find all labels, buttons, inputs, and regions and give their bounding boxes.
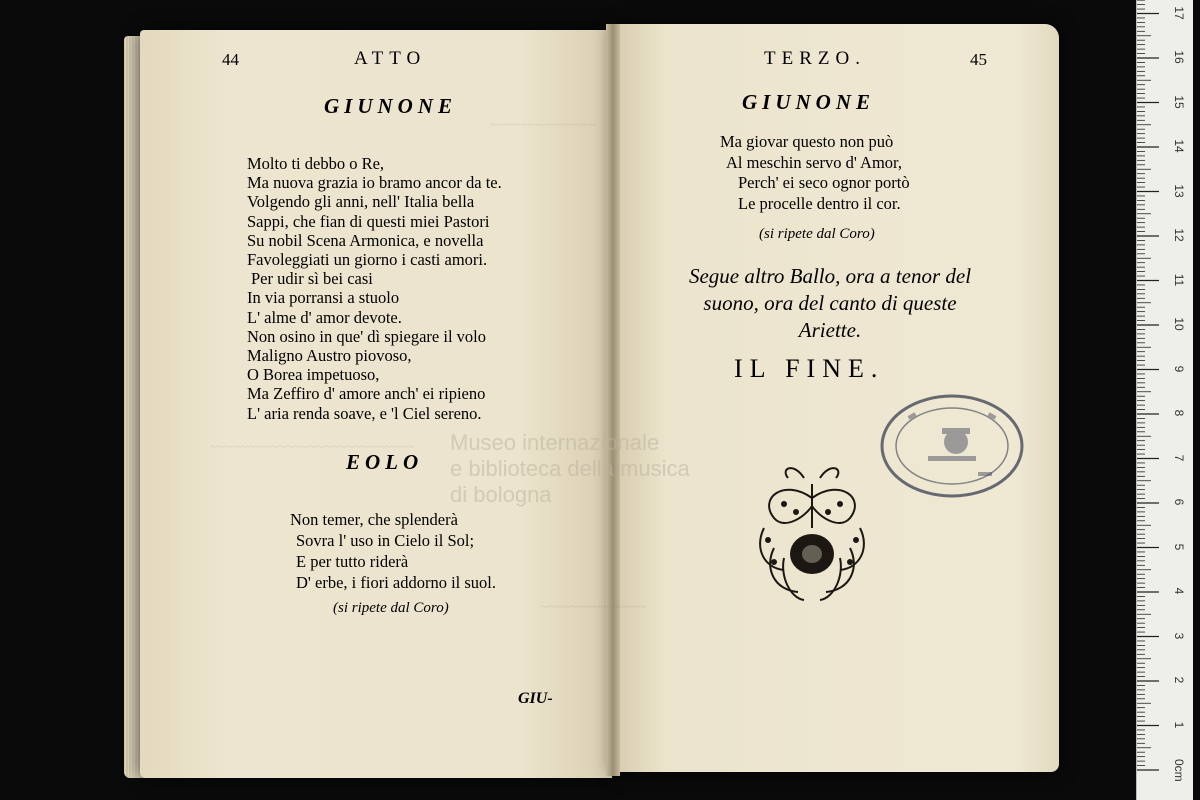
ruler-number: 3 bbox=[1172, 632, 1186, 639]
verse-line: Molto ti debbo o Re, bbox=[247, 154, 385, 173]
ruler-unit-label: 0cm bbox=[1172, 759, 1186, 782]
ruler-number: 15 bbox=[1172, 94, 1186, 109]
measuring-ruler bbox=[1136, 0, 1193, 800]
direction-line: Ariette. bbox=[798, 318, 862, 342]
ruler-number: 17 bbox=[1172, 5, 1186, 20]
ruler-number: 9 bbox=[1172, 365, 1186, 372]
watermark: Museo internazionale e biblioteca della musica di bologna bbox=[450, 430, 690, 507]
library-stamp bbox=[878, 390, 1026, 502]
stage-direction bbox=[660, 263, 1000, 344]
verse-line: Non osino in que' dì spiegare il volo bbox=[247, 326, 486, 346]
chorus-note: (si ripete dal Coro) bbox=[333, 600, 449, 616]
verse-line: In via porransi a stuolo bbox=[247, 288, 400, 308]
verse-line: Per udir sì bei casi bbox=[251, 269, 373, 289]
ruler-number: 2 bbox=[1172, 676, 1186, 684]
direction-line: suono, ora del canto di queste bbox=[703, 291, 957, 315]
speaker-name-eolo: EOLO bbox=[346, 450, 424, 474]
woodcut-ornament bbox=[744, 458, 880, 604]
verse-line: Volgendo gli anni, nell' Italia bella bbox=[247, 192, 475, 212]
ruler-number: 14 bbox=[1172, 139, 1186, 153]
right-running-head: TERZO. bbox=[764, 48, 866, 69]
verse-line: Al meschin servo d' Amor, bbox=[726, 152, 902, 172]
ruler-number: 8 bbox=[1172, 409, 1186, 417]
chorus-note: (si ripete dal Coro) bbox=[759, 226, 875, 242]
verse-line: L' alme d' amor devote. bbox=[247, 307, 402, 327]
direction-line: Segue altro Ballo, ora a tenor del bbox=[688, 264, 972, 288]
ruler-number: 4 bbox=[1172, 587, 1186, 595]
left-page-number: 44 bbox=[222, 50, 239, 69]
ruler-number: 13 bbox=[1172, 183, 1186, 198]
ruler-number: 5 bbox=[1172, 543, 1186, 550]
speaker-name-giunone: GIUNONE bbox=[324, 94, 458, 118]
ruler-number: 11 bbox=[1172, 273, 1186, 286]
verse-line: L' aria renda soave, e 'l Ciel sereno. bbox=[247, 403, 482, 423]
verse-line: Maligno Austro piovoso, bbox=[247, 346, 412, 366]
verse-line: Ma Zeffiro d' amore anch' ei ripieno bbox=[247, 384, 486, 404]
verse-line: E per tutto riderà bbox=[296, 552, 409, 571]
verse-line: Non temer, che splenderà bbox=[290, 510, 458, 529]
end-title: IL FINE. bbox=[734, 354, 885, 383]
verse-line: Perch' ei seco ognor portò bbox=[738, 173, 910, 192]
verse-line: Su nobil Scena Armonica, e novella bbox=[247, 230, 484, 250]
verse-block-giunone-2 bbox=[720, 132, 910, 214]
verse-line: O Borea impetuoso, bbox=[247, 365, 380, 385]
verse-block-eolo bbox=[290, 509, 496, 593]
verse-line: Ma giovar questo non può bbox=[720, 132, 894, 151]
verse-line: Le procelle dentro il cor. bbox=[738, 193, 901, 213]
verse-line: Sovra l' uso in Cielo il Sol; bbox=[296, 531, 475, 550]
verse-block-giunone bbox=[247, 154, 502, 423]
ruler-number: 7 bbox=[1172, 454, 1186, 461]
right-page-number: 45 bbox=[970, 50, 987, 69]
verse-line: Sappi, che fian di questi miei Pastori bbox=[247, 211, 490, 231]
show-through-text: ~~~~~~~~~~~~~~ bbox=[540, 600, 647, 615]
show-through-text: ~~~~~~~~~~~~~~ bbox=[490, 118, 597, 133]
verse-line: Favoleggiati un giorno i casti amori. bbox=[247, 250, 488, 270]
left-running-head: ATTO bbox=[354, 48, 427, 69]
verse-line: Ma nuova grazia io bramo ancor da te. bbox=[247, 173, 502, 193]
ruler-number: 10 bbox=[1172, 317, 1186, 331]
ruler-number: 12 bbox=[1172, 228, 1186, 242]
ruler-number: 16 bbox=[1172, 50, 1186, 64]
ruler-number: 1 bbox=[1172, 721, 1186, 728]
catchword: GIU- bbox=[518, 690, 553, 707]
speaker-name-giunone: GIUNONE bbox=[742, 90, 876, 114]
ruler-number: 6 bbox=[1172, 498, 1186, 506]
verse-line: D' erbe, i fiori addorno il suol. bbox=[296, 573, 497, 592]
book-gutter bbox=[606, 24, 620, 776]
show-through-text: ~~~~~~~~~~~~~~~~~~~~~~~~~~~ bbox=[210, 440, 415, 455]
